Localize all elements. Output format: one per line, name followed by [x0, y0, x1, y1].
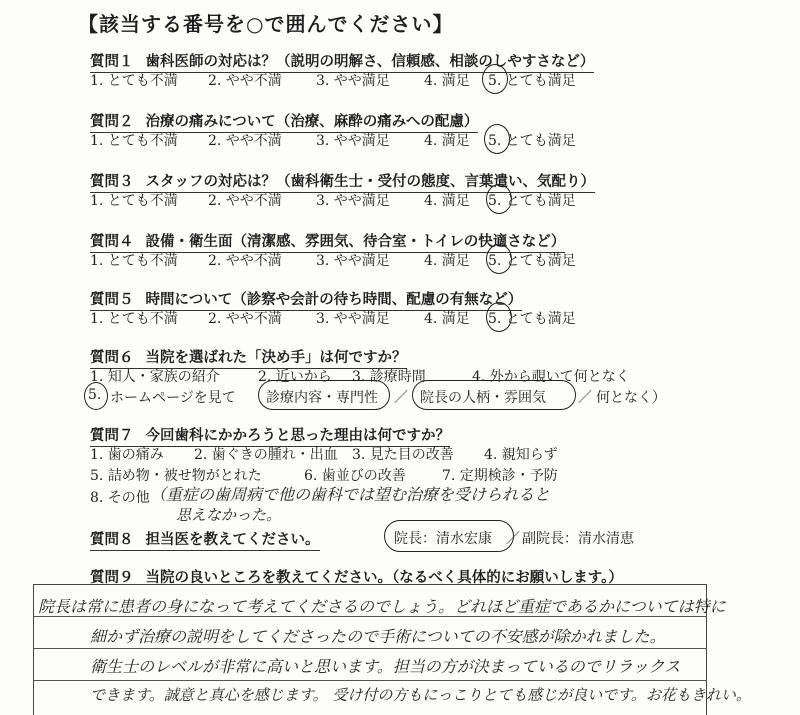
option-3[interactable]: 3. やや満足 [316, 73, 390, 89]
question-text: 担当医を教えてください。 [145, 531, 320, 548]
option-1[interactable]: 1. とても不満 [90, 311, 178, 327]
question-number: 質問８ [90, 531, 134, 548]
answer-circle [484, 124, 510, 154]
option-4[interactable]: 4. 満足 [424, 253, 470, 269]
option-4[interactable]: 4. 満足 [424, 311, 470, 327]
option-4[interactable]: 4. 満足 [424, 133, 470, 149]
handwritten-comment-line-1: 院長は常に患者の身になって考えてくださるのでしょう。どれほど重症であるかについては特に [38, 597, 726, 616]
answer-circle [486, 244, 512, 274]
option-5[interactable]: 5. とても満足 [488, 133, 576, 149]
option-5-sub-personality[interactable]: 院長の人柄・雰囲気 [420, 390, 546, 406]
doctor-option-director[interactable]: 院長：清水宏康 [394, 531, 492, 547]
option-5[interactable]: 5. とても満足 [488, 253, 576, 269]
question-text: 時間について（診察や会計の待ち時間、配慮の有無など） [145, 291, 523, 308]
handwritten-comment-line-4: できます。誠意と真心を感じます。 受け付の方もにっこりとても感じが良いです。お花もきれい。 [90, 686, 751, 704]
option-1[interactable]: 1. とても不満 [90, 253, 178, 269]
option-2[interactable]: 2. 歯ぐきの腫れ・出血 [194, 447, 338, 463]
question-text: スタッフの対応は？（歯科衛生士・受付の態度、言葉遣い、気配り） [145, 173, 595, 190]
option-2[interactable]: 2. やや不満 [208, 73, 282, 89]
answer-circle [486, 184, 512, 214]
option-5-sub-specialty[interactable]: 診療内容・専門性 [266, 390, 378, 406]
option-4[interactable]: 4. 満足 [424, 73, 470, 89]
option-5[interactable]: ホームページを見て [110, 390, 236, 406]
question-number: 質問４ [90, 233, 134, 250]
option-5[interactable]: 5. とても満足 [488, 193, 576, 209]
question-number: 質問７ [90, 427, 134, 444]
question-number: 質問６ [90, 349, 134, 366]
option-8[interactable]: 8. その他 [90, 490, 150, 506]
question-text: 当院を選ばれた「決め手」は何ですか？ [145, 349, 407, 366]
handwritten-comment-line-3: 衛生士のレベルが非常に高いと思います。担当の方が決まっているのでリラックス [90, 657, 681, 676]
doctor-option-vice-director[interactable]: 副院長：清水清恵 [522, 531, 634, 547]
option-4[interactable]: 4. 親知らず [484, 447, 558, 463]
page-title: 【該当する番号を○で囲んでください】 [78, 12, 454, 36]
question-8 [90, 528, 320, 551]
answer-circle [482, 64, 508, 94]
handwritten-other-reason: （重症の歯周病で他の歯科では望む治療を受けられると [150, 485, 551, 504]
question-text: 設備・衛生面（清潔感、雰囲気、待合室・トイレの快適さなど） [145, 233, 566, 250]
answer-circle [84, 382, 108, 410]
handwritten-other-reason-2: 思えなかった。 [176, 506, 282, 524]
comment-line [33, 648, 707, 649]
question-text: 当院の良いところを教えてください。（なるべく具体的にお願いします。） [145, 569, 623, 586]
question-text: 今回歯科にかかろうと思った理由は何ですか？ [145, 427, 450, 444]
option-4[interactable]: 4. 満足 [424, 193, 470, 209]
option-2[interactable]: 2. やや不満 [208, 253, 282, 269]
slash: ／ [578, 390, 592, 406]
option-2[interactable]: 2. やや不満 [208, 193, 282, 209]
question-number: 質問２ [90, 113, 134, 130]
question-number: 質問９ [90, 569, 134, 586]
question-number: 質問３ [90, 173, 134, 190]
option-1[interactable]: 1. とても不満 [90, 133, 178, 149]
slash: ／ [506, 531, 520, 547]
slash: ／ [394, 390, 408, 406]
question-text: 治療の痛みについて（治療、麻酔の痛みへの配慮） [145, 113, 479, 130]
option-3[interactable]: 3. 見た目の改善 [352, 447, 454, 463]
answer-circle [384, 520, 514, 552]
option-3[interactable]: 3. やや満足 [316, 311, 390, 327]
option-1[interactable]: 1. とても不満 [90, 73, 178, 89]
option-1[interactable]: 1. とても不満 [90, 193, 178, 209]
question-number: 質問５ [90, 291, 134, 308]
option-5-sub-other[interactable]: 何となく） [596, 390, 666, 406]
answer-circle [412, 380, 576, 410]
option-3[interactable]: 3. 診療時間 [352, 369, 426, 385]
option-5-number[interactable]: 5. [88, 387, 102, 403]
question-text: 歯科医師の対応は？（説明の明解さ、信頼感、相談のしやすさなど） [145, 53, 595, 70]
option-6[interactable]: 6. 歯並びの改善 [304, 468, 406, 484]
option-4[interactable]: 4. 外から覗いて何となく [472, 369, 630, 385]
handwritten-comment-line-2: 細かず治療の説明をしてくださったので手術についての不安感が除かれました。 [90, 627, 666, 646]
option-3[interactable]: 3. やや満足 [316, 133, 390, 149]
option-2[interactable]: 2. 近いから [258, 369, 332, 385]
option-7[interactable]: 7. 定期検診・予防 [442, 468, 558, 484]
option-2[interactable]: 2. やや不満 [208, 133, 282, 149]
question-number: 質問１ [90, 53, 134, 70]
option-1[interactable]: 1. 歯の痛み [90, 447, 164, 463]
option-5[interactable]: 5. とても満足 [488, 311, 576, 327]
option-1[interactable]: 1. 知人・家族の紹介 [90, 369, 220, 385]
option-3[interactable]: 3. やや満足 [316, 253, 390, 269]
comment-line [33, 680, 707, 681]
option-2[interactable]: 2. やや不満 [208, 311, 282, 327]
answer-circle [486, 302, 512, 332]
option-5[interactable]: 5. とても満足 [488, 73, 576, 89]
option-5[interactable]: 5. 詰め物・被せ物がとれた [90, 468, 262, 484]
option-3[interactable]: 3. やや満足 [316, 193, 390, 209]
answer-circle [258, 380, 390, 410]
